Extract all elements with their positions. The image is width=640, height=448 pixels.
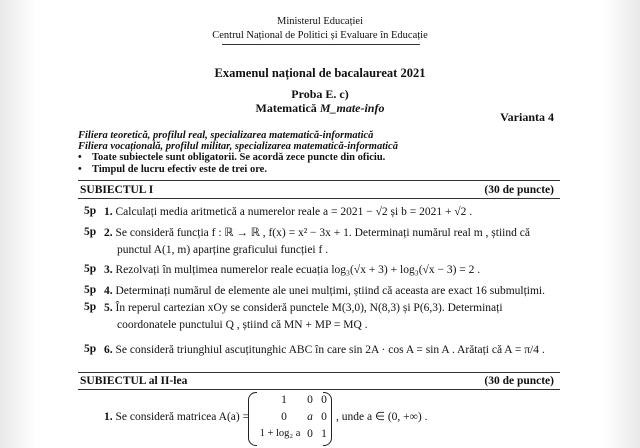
item-2-points: 5p xyxy=(84,226,97,238)
bullet-icon: • xyxy=(78,164,82,175)
bullet-icon: • xyxy=(78,152,82,163)
section-1-bottom-rule xyxy=(78,198,560,199)
item-2-line-2: punctul A(1, m) aparține graficului funcției f . xyxy=(117,244,329,256)
matrix-cell: 1 xyxy=(281,394,287,406)
matrix-cell: 0 xyxy=(307,394,313,406)
proba-label: Proba E. c) xyxy=(291,87,349,101)
section-1-title: SUBIECTUL I xyxy=(80,184,154,196)
item-2: 2. Se consideră funcția f : ℝ → ℝ , f(x) = x² − 3x + 1. Determinați numărul real m , știind că xyxy=(104,227,530,239)
section-2-top-rule xyxy=(78,372,560,373)
rule-1: • Toate subiectele sunt obligatorii. Se acordă zece puncte din oficiu. xyxy=(78,152,386,163)
matrix-cell: a xyxy=(307,411,313,423)
item-3-points: 5p xyxy=(84,263,97,275)
item-4-points: 5p xyxy=(84,284,97,296)
matrix-cell: 0 xyxy=(281,411,287,423)
section-2-title: SUBIECTUL al II-lea xyxy=(80,375,188,387)
section-2-bottom-rule xyxy=(78,389,560,390)
matrix-cell: 0 xyxy=(321,411,327,423)
item-5: 5. În reperul cartezian xOy se consideră punctele M(3,0), N(8,3) și P(6,3). Determinați xyxy=(104,302,503,314)
header-underline xyxy=(222,44,420,45)
item-6-points: 5p xyxy=(84,343,97,355)
s2-item-1-condition: , unde a ∈ (0, +∞) . xyxy=(336,411,428,423)
matrix xyxy=(248,392,332,444)
item-5-points: 5p xyxy=(84,301,97,313)
s2-item-1: 1. Se consideră matricea A(a) = xyxy=(104,411,250,423)
matrix-cell: 0 xyxy=(321,394,327,406)
exam-title: Examenul național de bacalaureat 2021 xyxy=(214,66,426,80)
center-name: Centrul Național de Politici și Evaluare în Educație xyxy=(212,30,428,41)
item-4: 4. Determinați numărul de elemente ale unei mulțimi, știind că aceasta are exact 16 submulțimi. xyxy=(104,285,546,297)
matrix-cell: 1 xyxy=(321,428,327,440)
item-1: 1. Calculați media aritmetică a numerelor reale a = 2021 − √2 și b = 2021 + √2 . xyxy=(104,206,473,218)
matrix-cell: 0 xyxy=(307,428,313,440)
item-5-line-2: coordonatele punctului Q , știind că MN + MP = MQ . xyxy=(117,319,368,331)
rule-2: • Timpul de lucru efectiv este de trei ore. xyxy=(78,164,267,175)
ministry-name: Ministerul Educației xyxy=(276,16,364,27)
filiera-2: Filiera vocațională, profilul militar, specializarea matematică-informatică xyxy=(78,141,398,152)
item-1-points: 5p xyxy=(84,205,97,217)
subject-label: Matematică M_mate-info xyxy=(255,101,385,115)
variant-label: Varianta 4 xyxy=(500,110,554,124)
item-3: 3. Rezolvați în mulțimea numerelor reale ecuația log₃(√x + 3) + log₃(√x − 3) = 2 . xyxy=(104,264,481,276)
matrix-cell: 1 + log₂ a xyxy=(259,428,301,439)
section-1-points: (30 de puncte) xyxy=(484,184,554,196)
section-1-top-rule xyxy=(78,180,560,181)
item-6: 6. Se consideră triunghiul ascuțitunghic ABC în care sin 2A · cos A = sin A . Arătați că A = π/4 . xyxy=(104,344,545,356)
filiera-1: Filiera teoretică, profilul real, specializarea matematică-informatică xyxy=(78,130,374,141)
section-2-points: (30 de puncte) xyxy=(484,375,554,387)
